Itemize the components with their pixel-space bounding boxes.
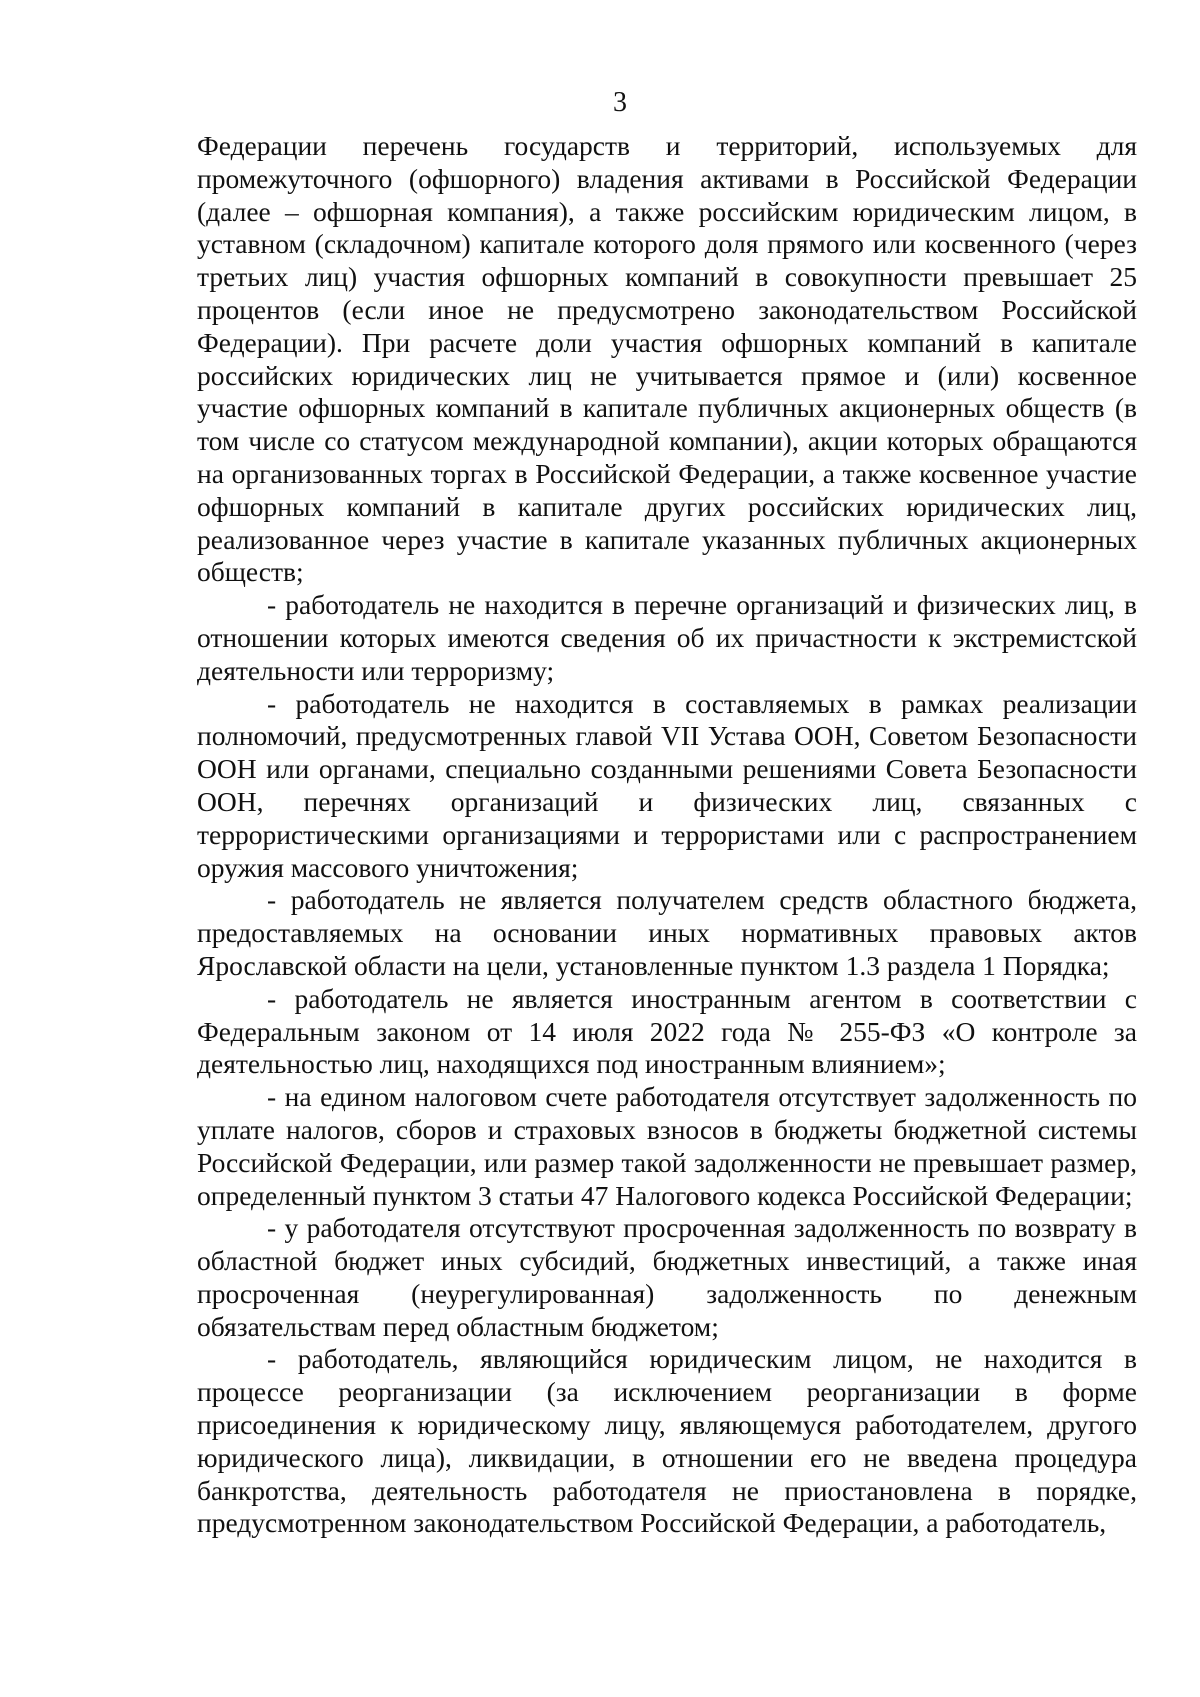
paragraph-overdue-debt: - у работодателя отсутствуют просроченная задолженность по возврату в областной бюджет иных субсидий, бюджетных инвестиций, а также иная просроченная (неурегулированная) задолженность по денежным обязательствам перед областным бюджетом; [197, 1212, 1137, 1342]
paragraph-foreign-agent: - работодатель не является иностранным агентом в соответствии с Федеральным законом от 14 июля 2022 года № 255-ФЗ «О контроле за деятельностью лиц, находящихся под иностранным влиянием»; [197, 982, 1137, 1080]
paragraph-reorganization: - работодатель, являющийся юридическим лицом, не находится в процессе реорганизации (за исключением реорганизации в форме присоединения к юридическому лицу, являющемуся работодателем, другого юридического лица), ликвидации, в отношении его не введена процедура банкротства, деятельность работодателя не приостановлена в порядке, предусмотренном законодательством Российской Федерации, а работодатель, [197, 1343, 1137, 1539]
paragraph-extremism-list: - работодатель не находится в перечне организаций и физических лиц, в отношении которых имеются сведения об их причастности к экстремистской деятельности или терроризму; [197, 589, 1137, 686]
paragraph-tax-debt: - на едином налоговом счете работодателя отсутствует задолженность по уплате налогов, сборов и страховых взносов в бюджеты бюджетной системы Российской Федерации, или размер такой задолженности не превышает размер, определенный пунктом 3 статьи 47 Налогового кодекса Российской Федерации; [197, 1081, 1137, 1211]
page-number: 3 [613, 87, 627, 118]
paragraph-regional-budget-funds: - работодатель не является получателем средств областного бюджета, предоставляемых на основании иных нормативных правовых актов Ярославской области на цели, установленные пунктом 1.3 раздела 1 Порядка; [197, 884, 1137, 981]
document-body [197, 130, 1137, 1540]
paragraph-un-security-council-lists: - работодатель не находится в составляемых в рамках реализации полномочий, предусмотренных главой VII Устава ООН, Советом Безопасности ООН или органами, специально созданными решениями Совета Безопасности ООН, перечнях организаций и физических лиц, связанных с террористическими организациями и террористами или с распространением оружия массового уничтожения; [197, 687, 1137, 883]
paragraph-offshore-continuation: Федерации перечень государств и территорий, используемых для промежуточного (офшорного) владения активами в Российской Федерации (далее – офшорная компания), а также российским юридическим лицом, в уставном (складочном) капитале которого доля прямого или косвенного (через третьих лиц) участия офшорных компаний в совокупности превышает 25 процентов (если иное не предусмотрено законодательством Российской Федерации). При расчете доли участия офшорных компаний в капитале российских юридических лиц не учитывается прямое и (или) косвенное участие офшорных компаний в капитале публичных акционерных обществ (в том числе со статусом международной компании), акции которых обращаются на организованных торгах в Российской Федерации, а также косвенное участие офшорных компаний в капитале других российских юридических лиц, реализованное через участие в капитале указанных публичных акционерных обществ; [197, 130, 1137, 588]
